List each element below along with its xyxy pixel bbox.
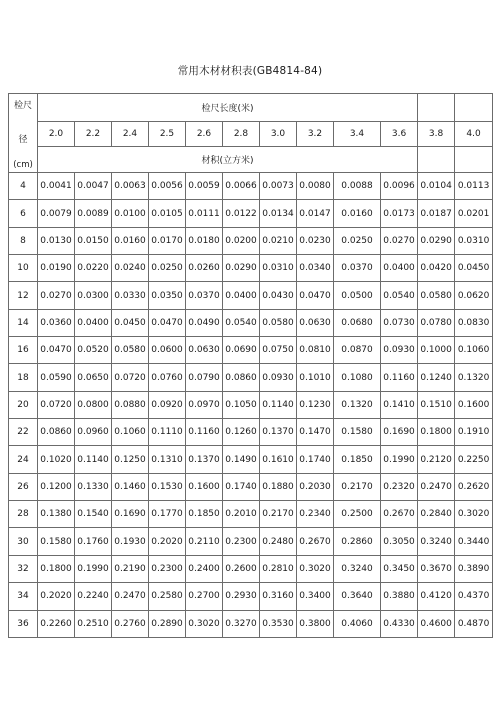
volume-cell: 0.1600 — [186, 473, 223, 500]
volume-cell: 0.3640 — [334, 583, 381, 610]
volume-cell: 0.0173 — [381, 200, 418, 227]
volume-cell: 0.1770 — [149, 501, 186, 528]
volume-cell: 0.0600 — [149, 337, 186, 364]
volume-cell: 0.1060 — [455, 337, 493, 364]
volume-cell: 0.2300 — [149, 555, 186, 582]
volume-cell: 0.1850 — [186, 501, 223, 528]
volume-cell: 0.0270 — [381, 227, 418, 254]
volume-cell: 0.3450 — [381, 555, 418, 582]
diameter-cell: 12 — [9, 282, 38, 309]
volume-cell: 0.2030 — [297, 473, 334, 500]
volume-cell: 0.0066 — [223, 173, 260, 200]
volume-cell: 0.0170 — [149, 227, 186, 254]
volume-cell: 0.1850 — [334, 446, 381, 473]
volume-cell: 0.3670 — [418, 555, 455, 582]
volume-cell: 0.0690 — [223, 337, 260, 364]
volume-cell: 0.2260 — [38, 610, 75, 637]
volume-cell: 0.3440 — [455, 528, 493, 555]
blank-header-cell — [418, 94, 455, 122]
volume-cell: 0.1800 — [418, 419, 455, 446]
volume-cell: 0.2120 — [418, 446, 455, 473]
volume-cell: 0.0860 — [223, 364, 260, 391]
volume-cell: 0.0250 — [334, 227, 381, 254]
diameter-cell: 26 — [9, 473, 38, 500]
volume-cell: 0.1370 — [260, 419, 297, 446]
volume-cell: 0.1540 — [75, 501, 112, 528]
volume-cell: 0.0147 — [297, 200, 334, 227]
volume-cell: 0.0870 — [334, 337, 381, 364]
volume-cell: 0.2620 — [455, 473, 493, 500]
volume-cell: 0.0680 — [334, 309, 381, 336]
volume-cell: 0.0111 — [186, 200, 223, 227]
volume-cell: 0.0290 — [418, 227, 455, 254]
volume-cell: 0.1320 — [455, 364, 493, 391]
length-header: 检尺长度(米) — [38, 94, 418, 122]
volume-cell: 0.0470 — [38, 337, 75, 364]
volume-cell: 0.2020 — [149, 528, 186, 555]
volume-cell: 0.2400 — [186, 555, 223, 582]
table-row — [9, 583, 493, 610]
volume-cell: 0.2010 — [223, 501, 260, 528]
diameter-cell: 36 — [9, 610, 38, 637]
volume-cell: 0.1690 — [381, 419, 418, 446]
volume-cell: 0.0930 — [381, 337, 418, 364]
volume-cell: 0.0920 — [149, 391, 186, 418]
volume-cell: 0.0880 — [112, 391, 149, 418]
table-row — [9, 610, 493, 637]
volume-cell: 0.0970 — [186, 391, 223, 418]
volume-cell: 0.3800 — [297, 610, 334, 637]
volume-cell: 0.0360 — [38, 309, 75, 336]
volume-cell: 0.2930 — [223, 583, 260, 610]
volume-cell: 0.1510 — [418, 391, 455, 418]
volume-cell: 0.4370 — [455, 583, 493, 610]
volume-cell: 0.2470 — [112, 583, 149, 610]
table-row — [9, 337, 493, 364]
volume-cell: 0.0520 — [75, 337, 112, 364]
volume-cell: 0.3020 — [455, 501, 493, 528]
volume-cell: 0.2020 — [38, 583, 75, 610]
table-row — [9, 200, 493, 227]
volume-cell: 0.0300 — [75, 282, 112, 309]
volume-cell: 0.1470 — [297, 419, 334, 446]
diameter-cell: 18 — [9, 364, 38, 391]
length-header-cell: 2.6 — [186, 122, 223, 147]
volume-cell: 0.1490 — [223, 446, 260, 473]
volume-cell: 0.0400 — [381, 255, 418, 282]
volume-cell: 0.0750 — [260, 337, 297, 364]
volume-cell: 0.0201 — [455, 200, 493, 227]
volume-cell: 0.1110 — [149, 419, 186, 446]
volume-cell: 0.2670 — [381, 501, 418, 528]
diameter-cell: 20 — [9, 391, 38, 418]
volume-cell: 0.2170 — [260, 501, 297, 528]
volume-cell: 0.2110 — [186, 528, 223, 555]
volume-cell: 0.0630 — [297, 309, 334, 336]
diameter-cell: 10 — [9, 255, 38, 282]
volume-cell: 0.1310 — [149, 446, 186, 473]
table-body — [9, 94, 493, 638]
volume-cell: 0.2470 — [418, 473, 455, 500]
volume-cell: 0.3880 — [381, 583, 418, 610]
volume-cell: 0.0190 — [38, 255, 75, 282]
volume-cell: 0.1060 — [112, 419, 149, 446]
volume-cell: 0.0059 — [186, 173, 223, 200]
volume-cell: 0.1580 — [334, 419, 381, 446]
volume-cell: 0.0104 — [418, 173, 455, 200]
volume-cell: 0.0790 — [186, 364, 223, 391]
diameter-header-unit: (cm) — [13, 160, 33, 170]
volume-cell: 0.1740 — [297, 446, 334, 473]
volume-cell: 0.1460 — [112, 473, 149, 500]
volume-cell: 0.1330 — [75, 473, 112, 500]
diameter-cell: 30 — [9, 528, 38, 555]
volume-cell: 0.1010 — [297, 364, 334, 391]
volume-cell: 0.1200 — [38, 473, 75, 500]
volume-cell: 0.4330 — [381, 610, 418, 637]
volume-cell: 0.0073 — [260, 173, 297, 200]
diameter-cell: 28 — [9, 501, 38, 528]
volume-cell: 0.2810 — [260, 555, 297, 582]
diameter-header-line-1: 检尺 — [13, 101, 32, 111]
volume-cell: 0.0160 — [334, 200, 381, 227]
table-row — [9, 364, 493, 391]
volume-cell: 0.2190 — [112, 555, 149, 582]
volume-cell: 0.3240 — [334, 555, 381, 582]
volume-cell: 0.2320 — [381, 473, 418, 500]
volume-cell: 0.2340 — [297, 501, 334, 528]
volume-cell: 0.4600 — [418, 610, 455, 637]
header-row-volume-title — [9, 147, 493, 173]
volume-cell: 0.0450 — [455, 255, 493, 282]
volume-cell: 0.1370 — [186, 446, 223, 473]
volume-cell: 0.1530 — [149, 473, 186, 500]
length-header-cell: 3.8 — [418, 122, 455, 147]
table-row — [9, 446, 493, 473]
volume-cell: 0.0420 — [418, 255, 455, 282]
volume-cell: 0.2890 — [149, 610, 186, 637]
volume-cell: 0.1260 — [223, 419, 260, 446]
volume-cell: 0.0080 — [297, 173, 334, 200]
volume-cell: 0.0350 — [149, 282, 186, 309]
volume-cell: 0.0630 — [186, 337, 223, 364]
length-header-cell: 2.8 — [223, 122, 260, 147]
diameter-cell: 22 — [9, 419, 38, 446]
volume-cell: 0.1140 — [75, 446, 112, 473]
volume-cell: 0.0063 — [112, 173, 149, 200]
volume-cell: 0.2510 — [75, 610, 112, 637]
volume-cell: 0.0730 — [381, 309, 418, 336]
volume-cell: 0.2250 — [455, 446, 493, 473]
volume-cell: 0.0490 — [186, 309, 223, 336]
blank-header-cell — [418, 147, 455, 173]
diameter-cell: 16 — [9, 337, 38, 364]
table-row — [9, 255, 493, 282]
header-row-lengths — [9, 122, 493, 147]
volume-cell: 0.0270 — [38, 282, 75, 309]
volume-cell: 0.0370 — [334, 255, 381, 282]
table-row — [9, 282, 493, 309]
volume-cell: 0.2240 — [75, 583, 112, 610]
length-header-cell: 3.0 — [260, 122, 297, 147]
volume-cell: 0.0134 — [260, 200, 297, 227]
volume-cell: 0.0450 — [112, 309, 149, 336]
volume-cell: 0.3020 — [186, 610, 223, 637]
volume-cell: 0.1140 — [260, 391, 297, 418]
volume-cell: 0.0590 — [38, 364, 75, 391]
volume-cell: 0.1050 — [223, 391, 260, 418]
volume-cell: 0.0580 — [260, 309, 297, 336]
diameter-cell: 4 — [9, 173, 38, 200]
volume-cell: 0.0220 — [75, 255, 112, 282]
length-header-cell: 2.2 — [75, 122, 112, 147]
length-header-cell: 2.5 — [149, 122, 186, 147]
page-title: 常用木材材积表(GB4814-84) — [177, 65, 323, 77]
timber-volume-table — [8, 93, 493, 638]
volume-cell: 0.0210 — [260, 227, 297, 254]
volume-cell: 0.1800 — [38, 555, 75, 582]
diameter-cell: 34 — [9, 583, 38, 610]
table-row — [9, 528, 493, 555]
volume-cell: 0.1160 — [186, 419, 223, 446]
volume-cell: 0.2700 — [186, 583, 223, 610]
volume-cell: 0.0400 — [75, 309, 112, 336]
volume-cell: 0.0150 — [75, 227, 112, 254]
volume-cell: 0.0810 — [297, 337, 334, 364]
volume-cell: 0.0047 — [75, 173, 112, 200]
volume-cell: 0.2840 — [418, 501, 455, 528]
volume-cell: 0.0470 — [149, 309, 186, 336]
volume-cell: 0.0760 — [149, 364, 186, 391]
volume-cell: 0.1930 — [112, 528, 149, 555]
volume-cell: 0.0960 — [75, 419, 112, 446]
volume-cell: 0.0930 — [260, 364, 297, 391]
volume-cell: 0.2580 — [149, 583, 186, 610]
diameter-cell: 14 — [9, 309, 38, 336]
volume-cell: 0.0720 — [112, 364, 149, 391]
volume-cell: 0.2480 — [260, 528, 297, 555]
volume-cell: 0.0580 — [112, 337, 149, 364]
volume-cell: 0.1250 — [112, 446, 149, 473]
blank-header-cell — [455, 94, 493, 122]
volume-cell: 0.1240 — [418, 364, 455, 391]
volume-cell: 0.0500 — [334, 282, 381, 309]
volume-cell: 0.1410 — [381, 391, 418, 418]
volume-cell: 0.3160 — [260, 583, 297, 610]
diameter-cell: 8 — [9, 227, 38, 254]
volume-cell: 0.0105 — [149, 200, 186, 227]
volume-cell: 0.0620 — [455, 282, 493, 309]
volume-cell: 0.0340 — [297, 255, 334, 282]
header-row-length-title — [9, 94, 493, 122]
volume-cell: 0.4120 — [418, 583, 455, 610]
volume-cell: 0.0260 — [186, 255, 223, 282]
volume-cell: 0.0720 — [38, 391, 75, 418]
diameter-cell: 32 — [9, 555, 38, 582]
volume-cell: 0.0310 — [455, 227, 493, 254]
volume-header: 材积(立方米) — [38, 147, 418, 173]
volume-cell: 0.0860 — [38, 419, 75, 446]
volume-cell: 0.0187 — [418, 200, 455, 227]
diameter-cell: 24 — [9, 446, 38, 473]
volume-cell: 0.2600 — [223, 555, 260, 582]
diameter-header-cell — [9, 94, 38, 173]
volume-cell: 0.0088 — [334, 173, 381, 200]
length-header-cell: 2.0 — [38, 122, 75, 147]
volume-cell: 0.3050 — [381, 528, 418, 555]
volume-cell: 0.1610 — [260, 446, 297, 473]
volume-cell: 0.2500 — [334, 501, 381, 528]
volume-cell: 0.0160 — [112, 227, 149, 254]
blank-header-cell — [455, 147, 493, 173]
volume-cell: 0.1020 — [38, 446, 75, 473]
volume-cell: 0.1160 — [381, 364, 418, 391]
volume-cell: 0.0130 — [38, 227, 75, 254]
volume-cell: 0.0290 — [223, 255, 260, 282]
volume-cell: 0.3530 — [260, 610, 297, 637]
volume-cell: 0.0800 — [75, 391, 112, 418]
volume-cell: 0.3020 — [297, 555, 334, 582]
volume-cell: 0.1320 — [334, 391, 381, 418]
volume-cell: 0.0400 — [223, 282, 260, 309]
volume-cell: 0.0089 — [75, 200, 112, 227]
diameter-cell: 6 — [9, 200, 38, 227]
volume-cell: 0.0041 — [38, 173, 75, 200]
volume-cell: 0.4870 — [455, 610, 493, 637]
volume-cell: 0.1910 — [455, 419, 493, 446]
volume-cell: 0.2300 — [223, 528, 260, 555]
table-row — [9, 391, 493, 418]
volume-cell: 0.0250 — [149, 255, 186, 282]
volume-cell: 0.4060 — [334, 610, 381, 637]
volume-cell: 0.1990 — [381, 446, 418, 473]
length-header-cell: 3.2 — [297, 122, 334, 147]
volume-cell: 0.0180 — [186, 227, 223, 254]
volume-cell: 0.1580 — [38, 528, 75, 555]
volume-cell: 0.1600 — [455, 391, 493, 418]
volume-cell: 0.3890 — [455, 555, 493, 582]
volume-cell: 0.0370 — [186, 282, 223, 309]
volume-cell: 0.1000 — [418, 337, 455, 364]
volume-cell: 0.0540 — [381, 282, 418, 309]
volume-cell: 0.0200 — [223, 227, 260, 254]
volume-cell: 0.0470 — [297, 282, 334, 309]
volume-cell: 0.0780 — [418, 309, 455, 336]
volume-cell: 0.2860 — [334, 528, 381, 555]
volume-cell: 0.1760 — [75, 528, 112, 555]
volume-cell: 0.3270 — [223, 610, 260, 637]
volume-cell: 0.0830 — [455, 309, 493, 336]
volume-cell: 0.0230 — [297, 227, 334, 254]
volume-cell: 0.2760 — [112, 610, 149, 637]
volume-cell: 0.1740 — [223, 473, 260, 500]
volume-cell: 0.0096 — [381, 173, 418, 200]
volume-cell: 0.0310 — [260, 255, 297, 282]
table-row — [9, 501, 493, 528]
length-header-cell: 4.0 — [455, 122, 493, 147]
length-header-cell: 3.4 — [334, 122, 381, 147]
volume-cell: 0.0580 — [418, 282, 455, 309]
diameter-header-line-2: 径 — [18, 135, 28, 145]
length-header-cell: 3.6 — [381, 122, 418, 147]
table-row — [9, 473, 493, 500]
volume-cell: 0.1080 — [334, 364, 381, 391]
table-row — [9, 309, 493, 336]
volume-cell: 0.3400 — [297, 583, 334, 610]
volume-cell: 0.1230 — [297, 391, 334, 418]
table-row — [9, 555, 493, 582]
volume-cell: 0.0113 — [455, 173, 493, 200]
volume-cell: 0.1880 — [260, 473, 297, 500]
volume-cell: 0.0056 — [149, 173, 186, 200]
volume-cell: 0.0540 — [223, 309, 260, 336]
volume-cell: 0.1690 — [112, 501, 149, 528]
table-row — [9, 173, 493, 200]
table-row — [9, 227, 493, 254]
volume-cell: 0.0430 — [260, 282, 297, 309]
volume-cell: 0.2170 — [334, 473, 381, 500]
volume-cell: 0.0122 — [223, 200, 260, 227]
length-header-cell: 2.4 — [112, 122, 149, 147]
volume-cell: 0.3240 — [418, 528, 455, 555]
volume-cell: 0.0079 — [38, 200, 75, 227]
table-row — [9, 419, 493, 446]
volume-cell: 0.0240 — [112, 255, 149, 282]
volume-cell: 0.1990 — [75, 555, 112, 582]
volume-cell: 0.0330 — [112, 282, 149, 309]
volume-cell: 0.0100 — [112, 200, 149, 227]
volume-cell: 0.0650 — [75, 364, 112, 391]
volume-cell: 0.2670 — [297, 528, 334, 555]
volume-cell: 0.1380 — [38, 501, 75, 528]
